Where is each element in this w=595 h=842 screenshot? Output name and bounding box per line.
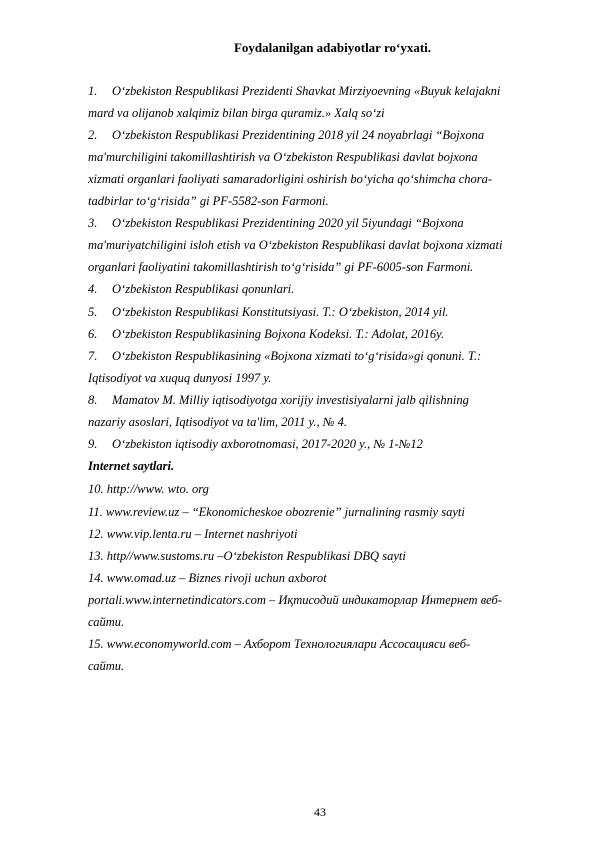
reference-text: O‘zbekiston Respublikasining «Bojxona xizmati to‘g‘risida»gi qonuni. T.:: [112, 349, 482, 363]
reference-line: [88, 193, 588, 209]
reference-number: 8.: [88, 393, 98, 407]
internet-site-line: 15. www.economyworld.com – Ахборот Технологиялари Ассосацияси веб-: [88, 637, 471, 651]
reference-line: [88, 436, 588, 452]
page-number: 43: [314, 805, 326, 819]
internet-site-line: 12. www.vip.lenta.ru – Internet nashriyoti: [88, 527, 298, 541]
reference-line: [88, 171, 588, 187]
reference-text: O‘zbekiston Respublikasi Prezidentining 2020 yil 5iyundagi “Bojxona: [112, 216, 464, 230]
reference-text: O‘zbekiston iqtisodiy axborotnomasi, 2017-2020 y., № 1-№12: [112, 437, 423, 451]
reference-number: 1.: [88, 84, 98, 98]
reference-line: [88, 370, 588, 386]
reference-text: Iqtisodiyot va xuquq dunyosi 1997 y.: [88, 371, 272, 385]
reference-text: Mamatov M. Milliy iqtisodiyotga xorijiy investisiyalarni jalb qilishning: [112, 393, 469, 407]
internet-site-line: 13. http//www.sustoms.ru –O‘zbekiston Respublikasi DBQ sayti: [88, 549, 406, 563]
reference-line: [88, 348, 588, 364]
internet-site-line: 10. http://www. wto. org: [88, 482, 209, 496]
internet-site-line: 11. www.review.uz – “Ekonomicheskoe obozrenie” jurnalining rasmiy sayti: [88, 505, 465, 519]
reference-text: ma'murchiligini takomillashtirish va O‘zbekiston Respublikasi davlat bojxona: [88, 150, 478, 164]
internet-site-line: сайти.: [88, 615, 125, 629]
reference-number: 2.: [88, 128, 98, 142]
reference-line: [88, 127, 588, 143]
reference-text: nazariy asoslari, Iqtisodiyot va ta'lim, 2011 y., № 4.: [88, 415, 348, 429]
reference-text: O‘zbekiston Respublikasi Konstitutsiyasi. T.: O‘zbekiston, 2014 yil.: [112, 305, 449, 319]
reference-line: [88, 304, 588, 320]
reference-text: mard va olijanob xalqimiz bilan birga quramiz.» Xalq so‘zi: [88, 106, 385, 120]
internet-site-line: сайти.: [88, 659, 125, 673]
reference-number: 5.: [88, 305, 98, 319]
reference-line: [88, 414, 588, 430]
reference-text: ma'muriyatchiligini isloh etish va O‘zbekiston Respublikasi davlat bojxona xizmati: [88, 238, 503, 252]
reference-line: [88, 392, 588, 408]
reference-line: [88, 83, 588, 99]
reference-text: organlari faoliyatini takomillashtirish to‘g‘risida” gi PF-6005-son Farmoni.: [88, 260, 474, 274]
reference-text: O‘zbekiston Respublikasining Bojxona Kodeksi. T.: Adolat, 2016y.: [112, 327, 445, 341]
reference-text: xizmati organlari faoliyati samaradorligini oshirish bo‘yicha qo‘shimcha chora-: [88, 172, 493, 186]
reference-number: 6.: [88, 327, 98, 341]
reference-text: tadbirlar to‘g‘risida” gi PF-5582-son Farmoni.: [88, 194, 329, 208]
reference-line: [88, 259, 588, 275]
reference-text: O‘zbekiston Respublikasi Prezidenti Shavkat Mirziyoevning «Buyuk kelajakni: [112, 84, 501, 98]
internet-sites-heading: Internet saytlari.: [88, 459, 175, 473]
reference-number: 4.: [88, 282, 98, 296]
reference-number: 9.: [88, 437, 98, 451]
internet-site-line: 14. www.omad.uz – Biznes rivoji uchun axborot: [88, 571, 327, 585]
reference-line: [88, 237, 588, 253]
references-heading: Foydalanilgan adabiyotlar ro‘yxati.: [233, 40, 432, 55]
reference-number: 3.: [88, 216, 98, 230]
reference-text: O‘zbekiston Respublikasi qonunlari.: [112, 282, 295, 296]
reference-line: [88, 149, 588, 165]
reference-line: [88, 326, 588, 342]
reference-line: [88, 215, 588, 231]
reference-number: 7.: [88, 349, 98, 363]
reference-line: [88, 105, 588, 121]
reference-line: [88, 281, 588, 297]
internet-site-line: portali.www.internetindicators.com – Иқтисодий индикаторлар Интернет веб-: [88, 593, 502, 607]
reference-text: O‘zbekiston Respublikasi Prezidentining 2018 yil 24 noyabrlagi “Bojxona: [112, 128, 485, 142]
